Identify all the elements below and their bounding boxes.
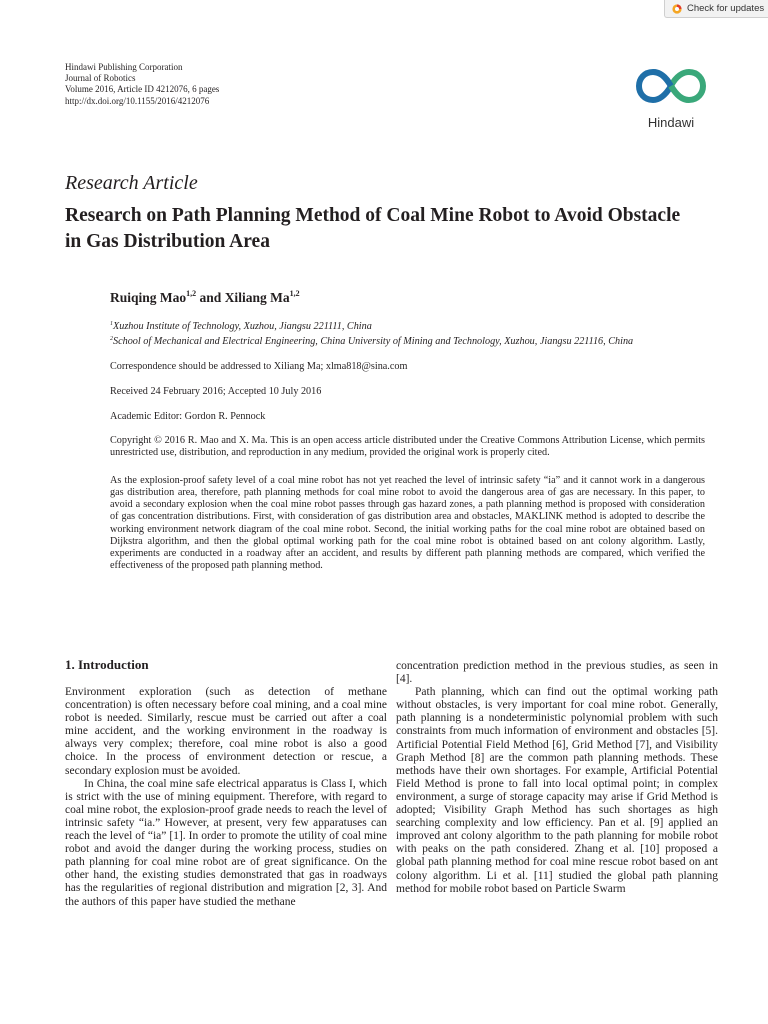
hindawi-logo-text: Hindawi — [647, 115, 695, 130]
copyright-notice: Copyright © 2016 R. Mao and X. Ma. This is an open access article distributed under the Creative Commons Attribution License, which permits unrestricted use, distribution, and reproduction in any medium, provided the original work is properly cited. — [110, 435, 705, 459]
check-for-updates-button[interactable] — [664, 0, 768, 18]
section-heading-introduction: 1. Introduction — [65, 657, 149, 672]
article-title: Research on Path Planning Method of Coal Mine Robot to Avoid Obstacle in Gas Distribution Area — [65, 205, 681, 252]
publisher-name: Hindawi Publishing Corporation — [65, 62, 183, 72]
crossmark-icon — [672, 4, 682, 14]
hindawi-logo-icon — [630, 60, 712, 112]
received-accepted-dates: Received 24 February 2016; Accepted 10 July 2016 — [110, 386, 322, 397]
body-paragraph: Environment exploration (such as detection of methane concentration) is often necessary before coal mining, and a coal mine robot is needed. Similarly, rescue must be carried out after a coal mine accident, and the working environment in the roadway is always very complex; therefore, coal mine robot is also a good choice. In the process of environment detection or rescue, a secondary explosion must be avoided. — [65, 686, 387, 777]
journal-name: Journal of Robotics — [65, 73, 136, 84]
author-affiliation-marker: 1,2 — [289, 289, 300, 298]
correspondence: Correspondence should be addressed to Xiliang Ma; xlma818@sina.com — [110, 361, 408, 372]
body-paragraph: Path planning, which can find out the optimal working path without obstacles, is very important for coal mine robot. Generally, path planning is a nondeterministic polynomial problem with such constraints from much information of environment and obstacles [5]. Artificial Potential Field Method [6], Grid Method [7], and Visibility Graph Method [8] are the common path planning methods. These methods have their own shortages. For example, Artificial Potential Field Method is prone to fall into local optimal point; in complex environment, a surge of storage capacity may arise if Grid Method is adopted; Visibility Graph Method has such shortages as high searching complexity and low efficiency. Pan et al. [9] applied an improved ant colony algorithm to the path planning for mobile robot with peaks on the path considered. Zhang et al. [10] proposed a global path planning method for coal mine rescue robot based on ant colony algorithm. Li et al. [11] studied the global path planning method for mobile robot based on Particle Swarm — [396, 686, 718, 895]
author-list — [110, 289, 300, 306]
author-name: Ruiqing Mao — [110, 290, 187, 305]
affiliation-2 — [110, 336, 633, 347]
author-conjunction: and — [196, 290, 225, 305]
body-paragraph: In China, the coal mine safe electrical apparatus is Class I, which is strict with the use of mining equipment. Therefore, with regard to coal mine robot, the explosion-proof grade needs to reach the level of intrinsic safety “ia.” However, at present, very few apparatuses can reach the level of “ia” [1]. In order to promote the utility of coal mine robot and avoid the danger during the working process, studies on path planning for coal mine robot are of great significance. On the other hand, the existing studies demonstrated that gas in roadways has the regularities of regional distribution and migration [2, 3]. And the authors of this paper have studied the methane — [65, 777, 387, 908]
abstract: As the explosion-proof safety level of a coal mine robot has not yet reached the level of intrinsic safety “ia” and it cannot work in a dangerous gas distribution area, therefore, path planning methods for coal mine robot to avoid the dangerous area of gas are necessary. In this paper, to avoid a secondary explosion when the coal mine robot passes through gas hazard zones, a path planning method is proposed with consideration of gas concentration distributions. First, with consideration of gas distribution area and obstacles, MAKLINK method is adopted to describe the working environment network diagram of the coal mine robot. Second, the initial working paths for the coal mine robot are obtained based on Dijkstra algorithm, and then the global optimal working path for the coal mine robot is obtained based on ant colony algorithm. Lastly, experiments are conducted in a roadway after an accident, and results by different path planning methods are compared, which verified the effectiveness of the proposed path planning method. — [110, 475, 705, 572]
author-name: Xiliang Ma — [224, 290, 290, 305]
journal-header — [65, 62, 219, 107]
article-type: Research Article — [65, 172, 198, 194]
affiliation-marker: 2 — [110, 336, 113, 342]
author-affiliation-marker: 1,2 — [186, 289, 197, 298]
check-for-updates-label: Check for updates — [687, 3, 765, 14]
doi-link[interactable]: http://dx.doi.org/10.1155/2016/4212076 — [65, 95, 210, 106]
body-paragraph: concentration prediction method in the previous studies, as seen in [4]. — [396, 660, 718, 686]
left-column — [65, 686, 387, 909]
affiliation-marker: 1 — [110, 321, 113, 327]
affiliation-text: School of Mechanical and Electrical Engineering, China University of Mining and Technology, Xuzhou, Jiangsu 221116, China — [113, 336, 634, 347]
hindawi-logo — [630, 60, 712, 136]
volume-info: Volume 2016, Article ID 4212076, 6 pages — [65, 84, 220, 95]
right-column — [396, 660, 718, 896]
affiliation-1 — [110, 321, 372, 332]
affiliation-text: Xuzhou Institute of Technology, Xuzhou, Jiangsu 221111, China — [113, 321, 372, 332]
academic-editor: Academic Editor: Gordon R. Pennock — [110, 411, 266, 422]
